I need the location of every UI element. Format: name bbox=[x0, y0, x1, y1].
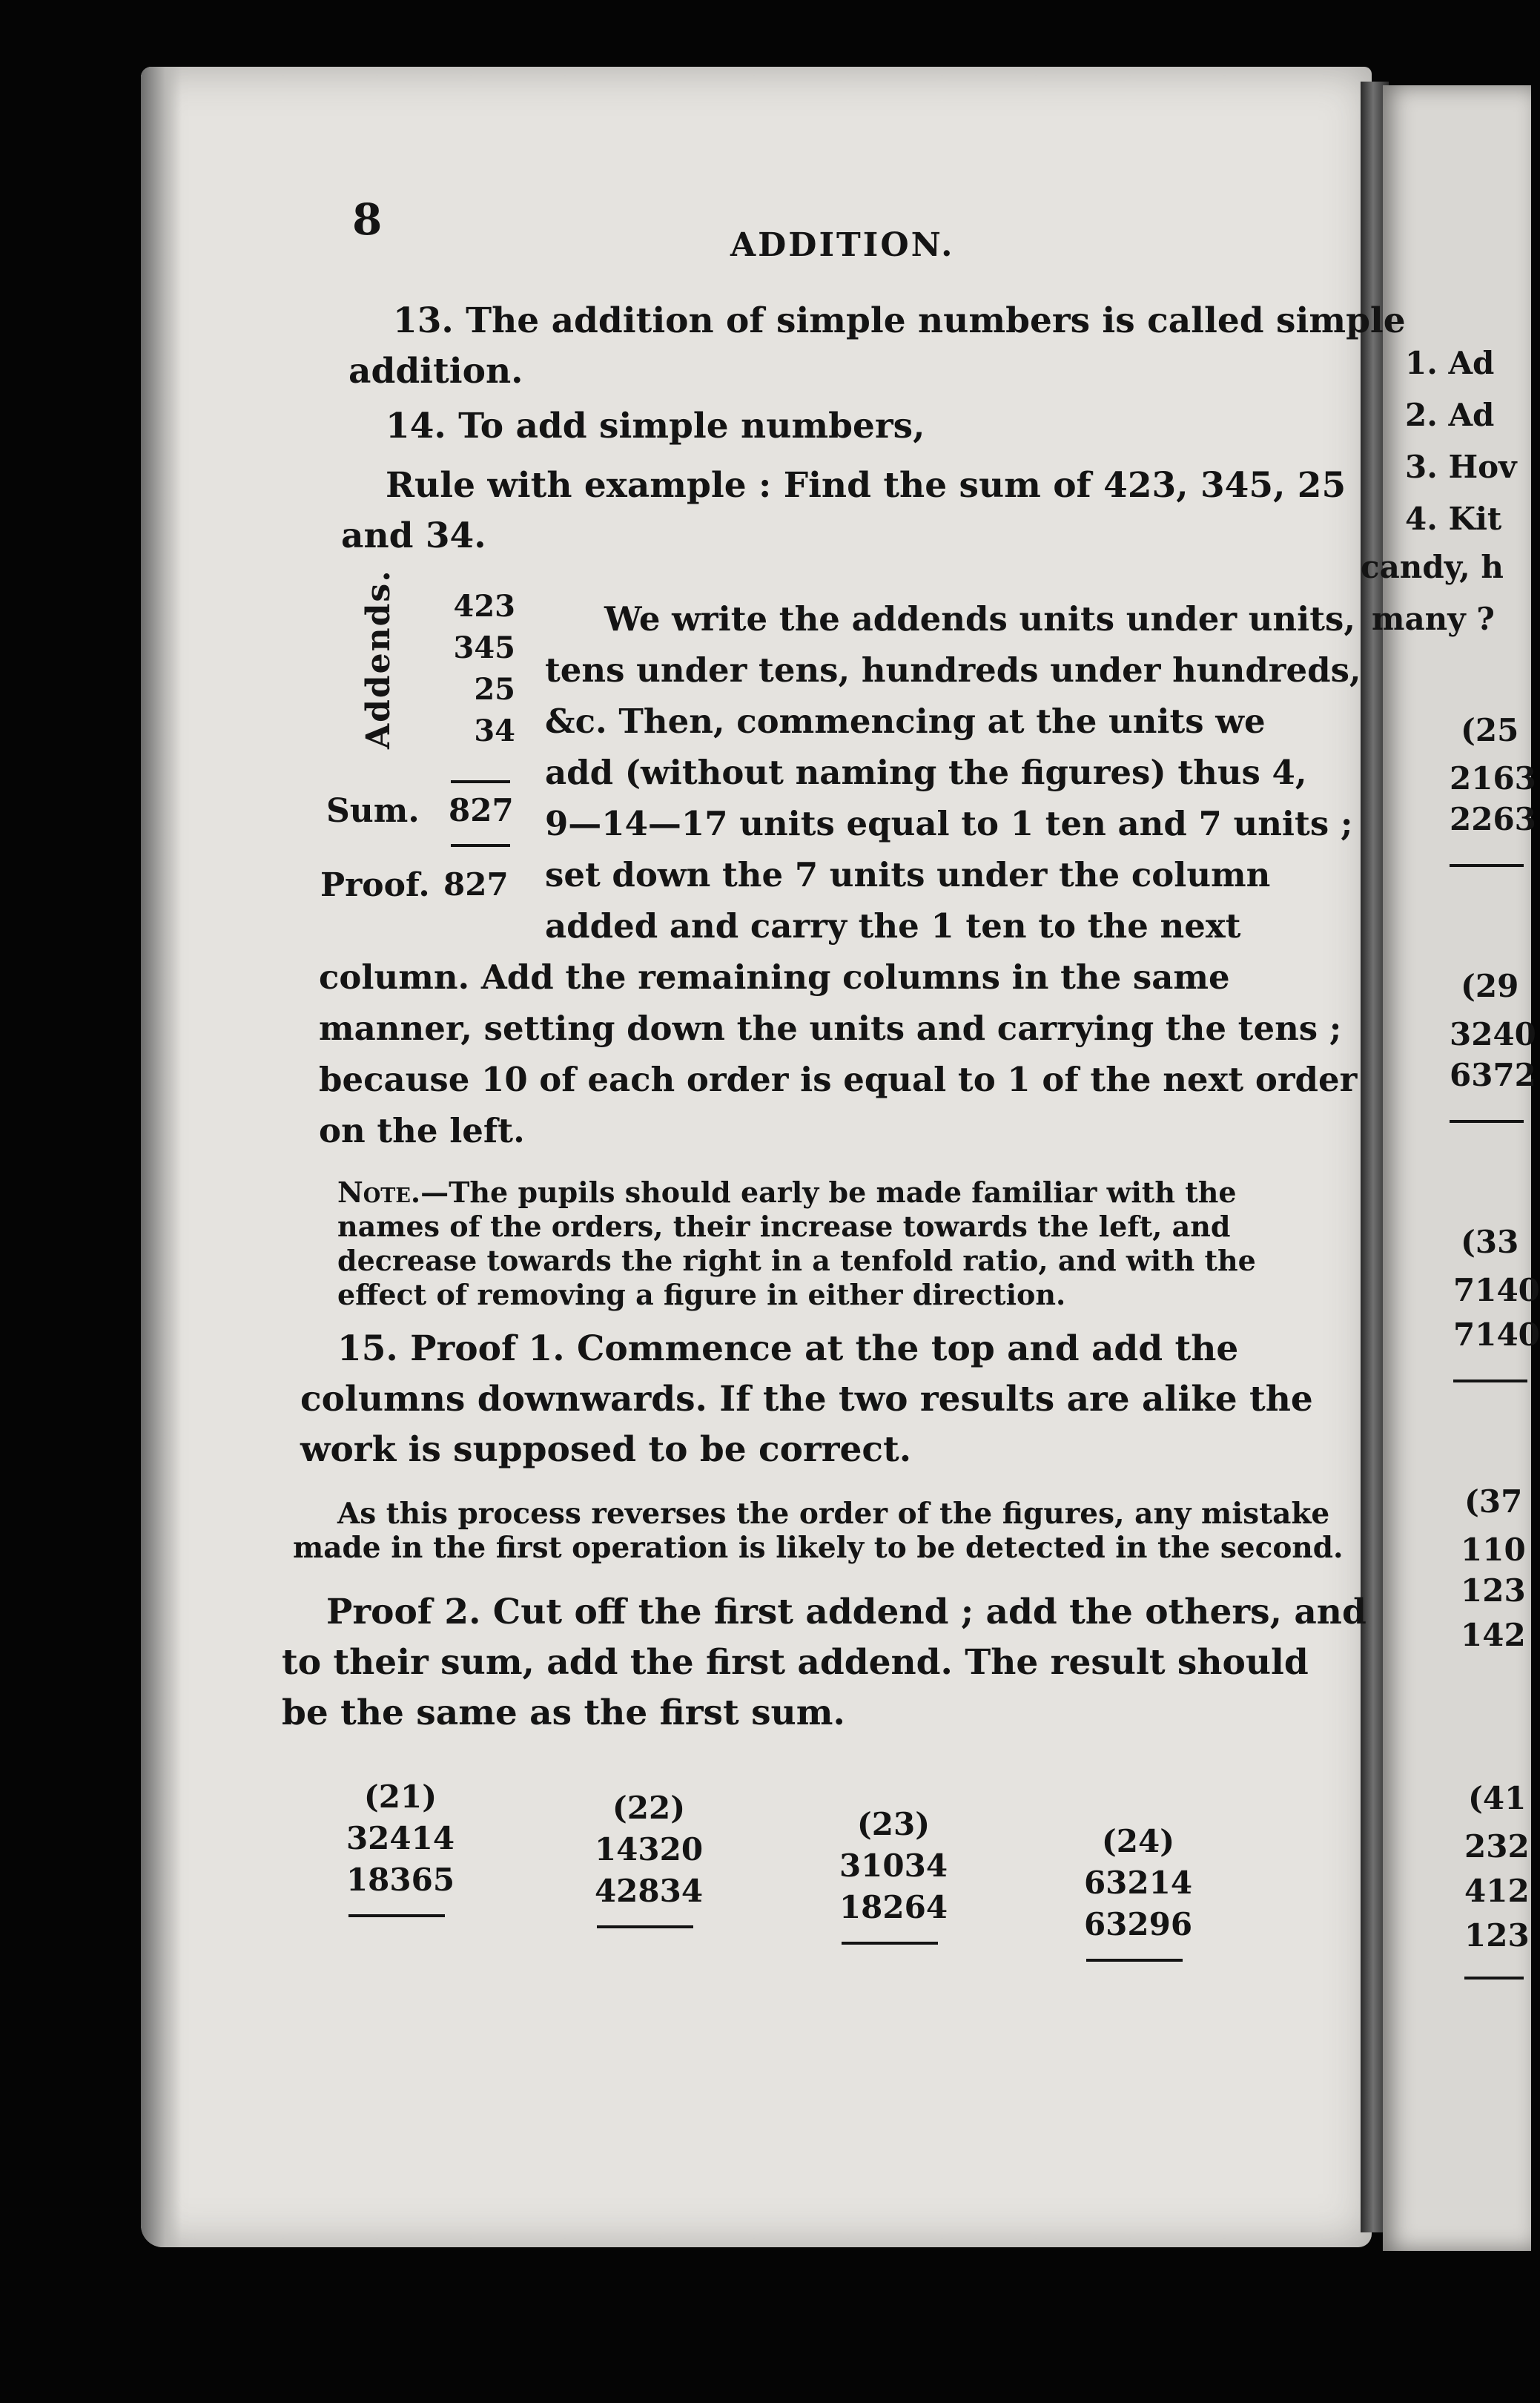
exercise-value: 63214 bbox=[1083, 1865, 1193, 1901]
facing-line: candy, h bbox=[1361, 549, 1504, 585]
section-15-text: Proof 1. Commence at the top and add the bbox=[410, 1328, 1239, 1369]
exercise-label: (21) bbox=[363, 1779, 437, 1815]
proof-label: Proof. bbox=[320, 866, 430, 904]
exercise-24 bbox=[1071, 1821, 1205, 1962]
exercise-rule bbox=[1086, 1959, 1183, 1962]
exercise-value: 63296 bbox=[1083, 1906, 1193, 1942]
section-15-line bbox=[300, 1324, 1313, 1374]
note-line: names of the orders, their increase towards the left, and bbox=[337, 1210, 1231, 1243]
facing-exercise-rule bbox=[1464, 1977, 1524, 1980]
facing-exercise-value: 2263 bbox=[1450, 801, 1536, 837]
facing-line: 3. Hov bbox=[1405, 449, 1517, 485]
exercise-label: (24) bbox=[1101, 1823, 1175, 1859]
exercise-value: 42834 bbox=[594, 1873, 704, 1909]
facing-exercise-label: (33 bbox=[1461, 1224, 1519, 1260]
exercise-rule bbox=[842, 1942, 938, 1945]
facing-exercise-value: 110 bbox=[1461, 1532, 1526, 1568]
addends-label: Addends. bbox=[360, 569, 397, 749]
explanation-line: added and carry the 1 ten to the next bbox=[545, 906, 1241, 946]
proof-2-line: to their sum, add the first addend. The result should bbox=[282, 1642, 1309, 1683]
facing-exercise-value: 123 bbox=[1464, 1917, 1530, 1954]
section-14-text: To add simple numbers, bbox=[458, 406, 925, 446]
facing-exercise-value: 7140 bbox=[1453, 1272, 1540, 1308]
sum-value: 827 bbox=[449, 792, 514, 828]
facing-exercise-value: 232 bbox=[1464, 1828, 1530, 1865]
rule-example-line2: and 34. bbox=[341, 515, 486, 556]
note-line bbox=[337, 1176, 1256, 1210]
exercise-label: (23) bbox=[856, 1806, 931, 1842]
facing-exercise-value: 6372 bbox=[1450, 1057, 1536, 1093]
exercise-value: 18365 bbox=[346, 1862, 455, 1898]
section-14 bbox=[386, 400, 925, 452]
section-13-number: 13. bbox=[393, 300, 454, 341]
section-13-line1: The addition of simple numbers is called simple bbox=[466, 300, 1406, 341]
rule-example-line1: Rule with example : Find the sum of 423, 345, 25 bbox=[386, 465, 1346, 506]
facing-exercise-label: (29 bbox=[1461, 968, 1519, 1004]
facing-exercise-value: 2163 bbox=[1450, 760, 1536, 797]
explanation-line: manner, setting down the units and carrying the tens ; bbox=[319, 1009, 1342, 1048]
exercise-21 bbox=[334, 1776, 467, 1917]
exercise-23 bbox=[827, 1804, 960, 1945]
facing-exercise-rule bbox=[1450, 1120, 1524, 1123]
facing-line: 4. Kit bbox=[1405, 501, 1502, 537]
note-block bbox=[337, 1176, 1256, 1312]
explanation-block bbox=[545, 593, 1361, 952]
explanation-line: set down the 7 units under the column bbox=[545, 855, 1271, 894]
exercise-value: 18264 bbox=[839, 1889, 948, 1925]
facing-line: 2. Ad bbox=[1405, 397, 1495, 433]
explanation-line: &c. Then, commencing at the units we bbox=[545, 702, 1266, 741]
section-15-number: 15. bbox=[337, 1328, 398, 1369]
facing-exercise-label: (37 bbox=[1464, 1483, 1523, 1520]
exercise-value: 14320 bbox=[594, 1831, 704, 1868]
explanation-line: because 10 of each order is equal to 1 of the next order bbox=[319, 1060, 1358, 1099]
note-label: Note. bbox=[337, 1176, 421, 1209]
facing-line: 1. Ad bbox=[1405, 345, 1495, 381]
reverse-note bbox=[293, 1497, 1344, 1565]
addend: 34 bbox=[474, 713, 515, 748]
section-14-number: 14. bbox=[386, 406, 446, 446]
reverse-note-line: made in the first operation is likely to be detected in the second. bbox=[293, 1531, 1344, 1565]
addend: 345 bbox=[453, 630, 515, 665]
section-13 bbox=[393, 295, 1406, 346]
proof-2-line: Proof 2. Cut off the first addend ; add the others, and bbox=[326, 1592, 1366, 1632]
exercise-rule bbox=[348, 1914, 445, 1917]
exercise-value: 31034 bbox=[839, 1847, 948, 1884]
explanation-line: 9—14—17 units equal to 1 ten and 7 units ; bbox=[545, 804, 1353, 843]
explanation-line: We write the addends units under units, bbox=[604, 599, 1356, 639]
section-15-line: columns downwards. If the two results are alike the bbox=[300, 1379, 1313, 1420]
exercise-rule bbox=[597, 1925, 693, 1928]
note-line: decrease towards the right in a tenfold ratio, and with the bbox=[337, 1244, 1256, 1277]
section-15 bbox=[300, 1324, 1313, 1475]
explanation-line: add (without naming the figures) thus 4, bbox=[545, 753, 1307, 792]
explanation-line: on the left. bbox=[319, 1111, 525, 1150]
addend: 423 bbox=[453, 589, 515, 624]
facing-exercise-value: 123 bbox=[1461, 1572, 1526, 1609]
proof-value: 827 bbox=[443, 866, 509, 903]
facing-exercise-value: 7140 bbox=[1453, 1316, 1540, 1353]
facing-exercise-label: (41 bbox=[1468, 1780, 1527, 1816]
facing-exercise-value: 412 bbox=[1464, 1873, 1530, 1909]
addends-column bbox=[445, 586, 515, 752]
page-number: 8 bbox=[352, 194, 383, 245]
reverse-note-line: As this process reverses the order of the figures, any mistake bbox=[337, 1497, 1330, 1531]
section-15-line: work is supposed to be correct. bbox=[300, 1429, 912, 1470]
exercise-label: (22) bbox=[612, 1790, 686, 1826]
facing-exercise-label: (25 bbox=[1461, 712, 1519, 748]
section-13-line2: addition. bbox=[348, 351, 523, 392]
note-text: —The pupils should early be made familiar with the bbox=[420, 1176, 1237, 1209]
proof-2 bbox=[282, 1587, 1366, 1738]
proof-rule bbox=[451, 844, 510, 847]
facing-exercise-value: 142 bbox=[1461, 1617, 1526, 1653]
note-line: effect of removing a figure in either direction. bbox=[337, 1278, 1066, 1311]
exercise-value: 32414 bbox=[346, 1820, 455, 1856]
facing-line: many ? bbox=[1372, 601, 1495, 637]
facing-exercise-rule bbox=[1450, 864, 1524, 867]
page-heading: ADDITION. bbox=[730, 226, 955, 264]
exercise-22 bbox=[582, 1787, 716, 1928]
explanation-continued bbox=[319, 952, 1357, 1156]
sum-rule bbox=[451, 780, 510, 783]
proof-2-line: be the same as the first sum. bbox=[282, 1692, 845, 1733]
addend: 25 bbox=[474, 672, 515, 707]
facing-exercise-rule bbox=[1453, 1380, 1527, 1382]
facing-exercise-value: 3240 bbox=[1450, 1016, 1536, 1052]
explanation-line: tens under tens, hundreds under hundreds, bbox=[545, 650, 1361, 690]
explanation-line: column. Add the remaining columns in the same bbox=[319, 957, 1230, 997]
sum-label: Sum. bbox=[326, 792, 420, 830]
